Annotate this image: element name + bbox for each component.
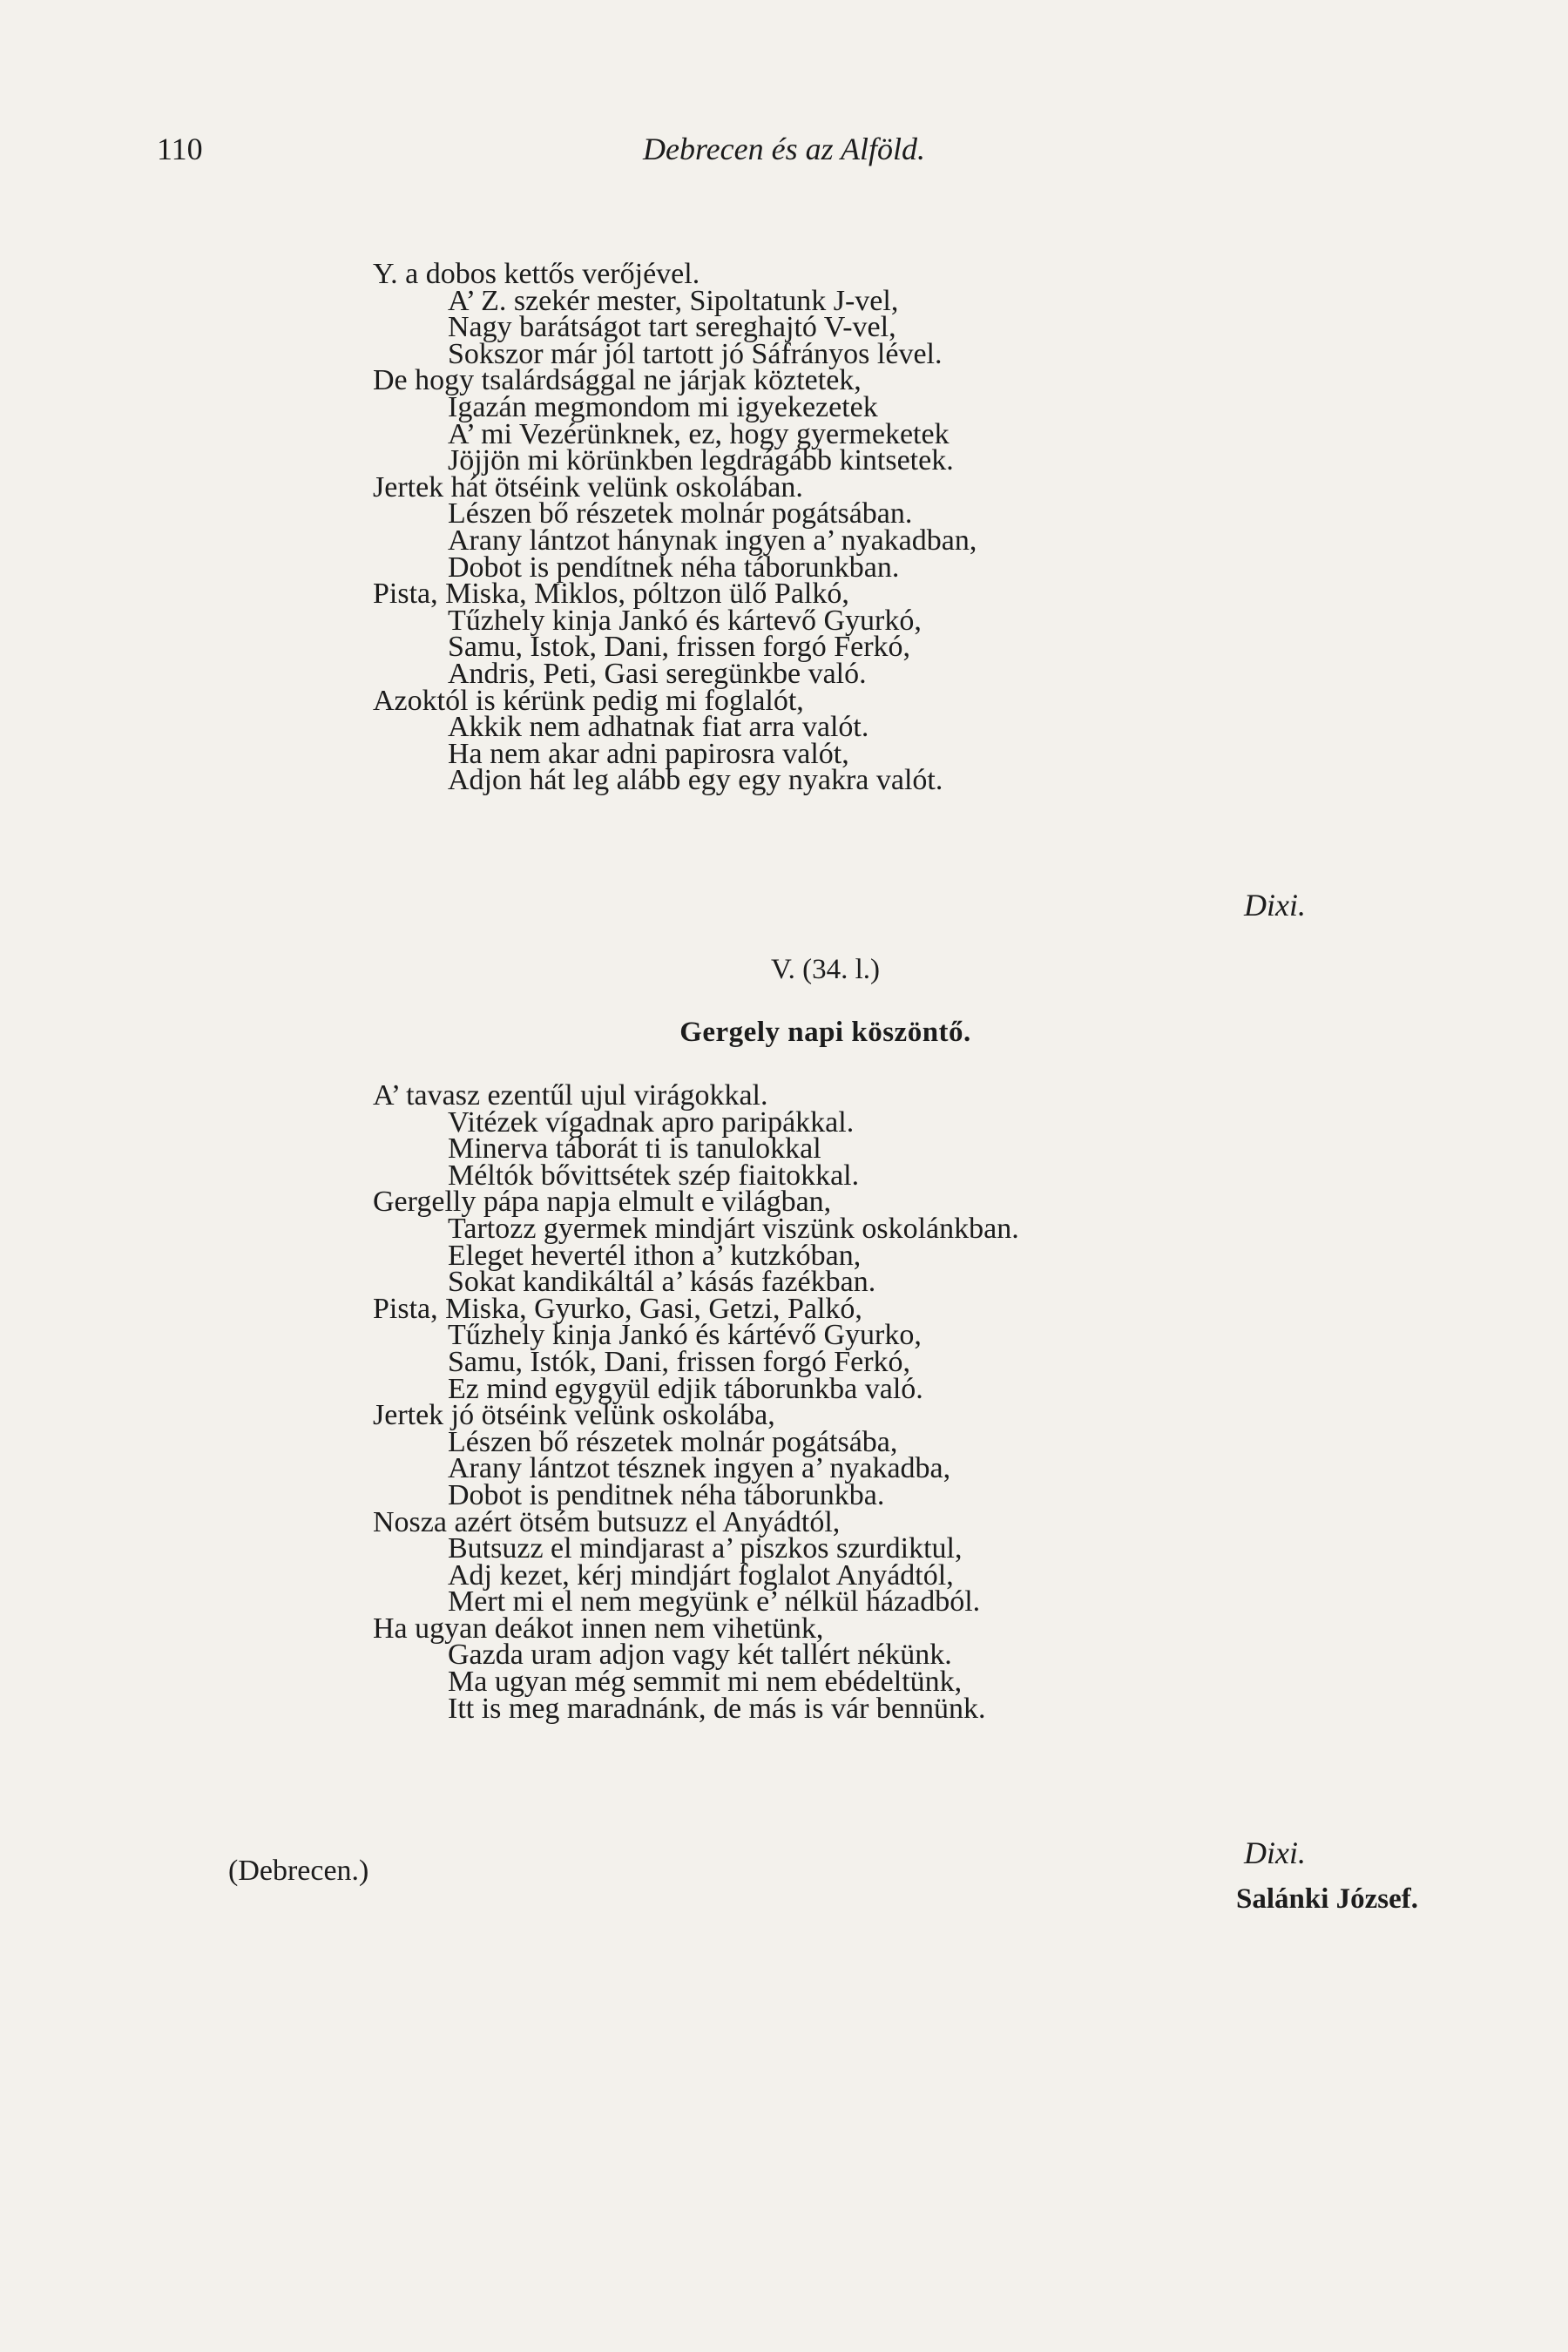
- verse-line: Nosza azért ötsém butsuzz el Anyádtól,: [373, 1505, 841, 1538]
- verse-line: Pista, Miska, Miklos, póltzon ülő Palkó,: [373, 578, 849, 611]
- verse-line: Méltók bővittsétek szép fiaitokkal.: [448, 1159, 860, 1192]
- verse-line: Eleget hevertél ithon a’ kutzkóban,: [448, 1239, 862, 1272]
- verse-line: Minerva táborát ti is tanulokkal: [448, 1132, 821, 1166]
- page-number: 110: [157, 132, 203, 166]
- verse-line: Tűzhely kinja Jankó és kártévő Gyurko,: [448, 1319, 922, 1352]
- verse-line: Y. a dobos kettős verőjével.: [373, 258, 700, 290]
- verse-line: Gergelly pápa napja elmult e világban,: [373, 1186, 832, 1219]
- verse-line: Tűzhely kinja Jankó és kártevő Gyurkó,: [448, 604, 922, 637]
- verse-line: Vitézek vígadnak apro paripákkal.: [448, 1105, 855, 1139]
- verse-line: Dobot is pendítnek néha táborunkban.: [448, 551, 900, 584]
- poem-one-signoff: Dixi.: [1244, 888, 1306, 923]
- verse-line: Mert mi el nem megyünk e’ nélkül házadból.: [448, 1585, 981, 1619]
- section-title: Gergely napi köszöntő.: [679, 1017, 971, 1048]
- verse-line: Jertek jó ötséink velünk oskolába,: [373, 1399, 775, 1432]
- verse-line: De hogy tsalárdsággal ne járjak köztetek,: [373, 364, 862, 397]
- verse-line: Butsuzz el mindjarast a’ piszkos szurdiktul,: [448, 1532, 963, 1565]
- verse-line: Arany lántzot hánynak ingyen a’ nyakadban,: [448, 524, 977, 557]
- verse-line: Lészen bő részetek molnár pogátsába,: [448, 1425, 898, 1458]
- verse-line: Azoktól is kérünk pedig mi foglalót,: [373, 684, 804, 717]
- place-name: (Debrecen.): [228, 1855, 369, 1887]
- verse-line: Adjon hát leg alább egy egy nyakra valót.: [448, 764, 943, 797]
- verse-line: Sokszor már jól tartott jó Sáfrányos lével.: [448, 337, 943, 370]
- verse-line: Samu, Istok, Dani, frissen forgó Ferkó,: [448, 631, 911, 664]
- author-name: Salánki József.: [1235, 1883, 1418, 1915]
- verse-line: Jöjjön mi körünkben legdrágább kintsetek.: [448, 444, 954, 477]
- verse-line: Adj kezet, kérj mindjárt foglalot Anyádtól,: [448, 1558, 954, 1592]
- verse-line: Igazán megmondom mi igyekezetek: [448, 390, 878, 423]
- verse-line: Andris, Peti, Gasi seregünkbe való.: [448, 657, 867, 690]
- page-header: [157, 131, 1411, 174]
- verse-line: A’ Z. szekér mester, Sipoltatunk J-vel,: [448, 284, 899, 317]
- verse-line: Nagy barátságot tart sereghajtó V-vel,: [448, 311, 896, 344]
- verse-line: Dobot is penditnek néha táborunkba.: [448, 1478, 885, 1511]
- poem-one: [373, 258, 1375, 797]
- verse-line: Gazda uram adjon vagy két tallért nékünk.: [448, 1639, 952, 1672]
- verse-line: Lészen bő részetek molnár pogátsában.: [448, 497, 913, 531]
- verse-line: Sokat kandikáltál a’ kásás fazékban.: [448, 1266, 876, 1299]
- verse-line: Tartozz gyermek mindjárt viszünk oskolánkban.: [448, 1212, 1019, 1245]
- running-title: Debrecen és az Alföld.: [643, 132, 925, 166]
- verse-line: Ez mind egygyül edjik táborunkba való.: [448, 1372, 923, 1405]
- verse-line: A’ mi Vezérünknek, ez, hogy gyermeketek: [448, 417, 950, 450]
- poem-two: [373, 1079, 1375, 1725]
- section-number: V. (34. l.): [771, 954, 880, 985]
- verse-line: Akkik nem adhatnak fiat arra valót.: [448, 711, 869, 744]
- verse-line: Samu, Istók, Dani, frissen forgó Ferkó,: [448, 1345, 911, 1378]
- verse-line: Ha ugyan deákot innen nem vihetünk,: [373, 1612, 824, 1645]
- poem-two-signoff: Dixi.: [1244, 1835, 1306, 1870]
- verse-line: Arany lántzot tésznek ingyen a’ nyakadba,: [448, 1452, 951, 1485]
- verse-line: A’ tavasz ezentűl ujul virágokkal.: [373, 1079, 768, 1112]
- verse-line: Pista, Miska, Gyurko, Gasi, Getzi, Palkó,: [373, 1292, 862, 1325]
- verse-line: Jertek hát ötséink velünk oskolában.: [373, 470, 803, 504]
- verse-line: Ha nem akar adni papirosra valót,: [448, 737, 849, 770]
- verse-line: Itt is meg maradnánk, de más is vár bennünk.: [448, 1692, 986, 1725]
- verse-line: Ma ugyan még semmit mi nem ebédeltünk,: [448, 1666, 963, 1699]
